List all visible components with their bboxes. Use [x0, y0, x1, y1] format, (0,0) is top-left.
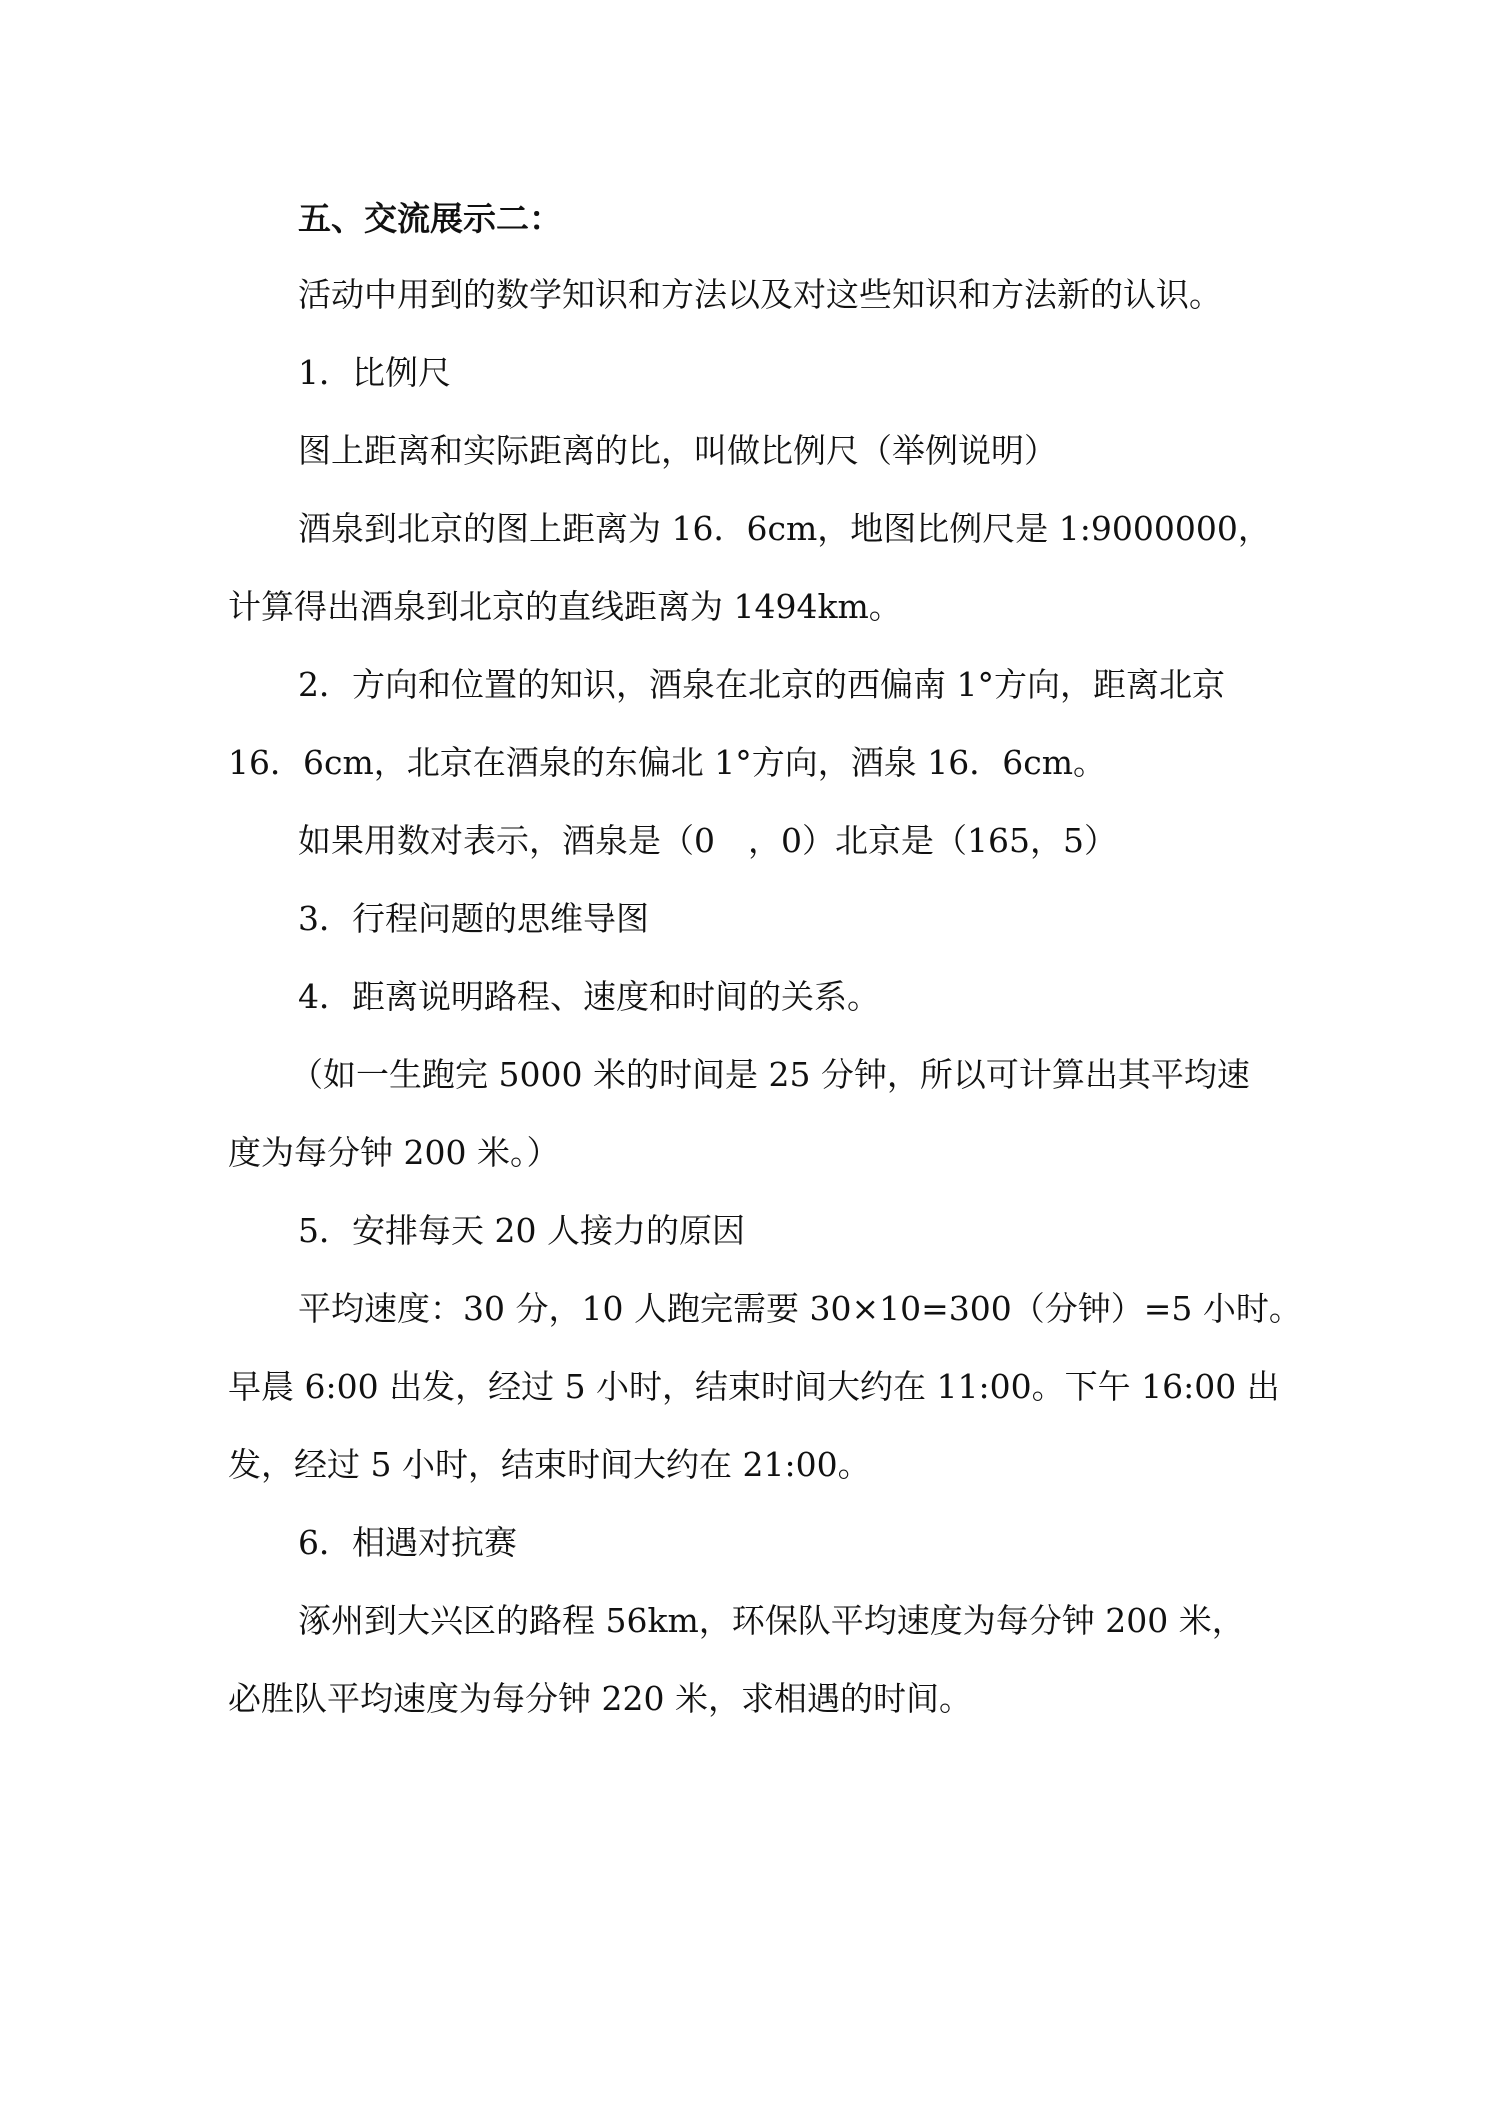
item-1-title: 1．比例尺 [298, 353, 451, 392]
scale-example-line-1: 酒泉到北京的图上距离为 16．6cm，地图比例尺是 1:9000000， [298, 509, 1271, 548]
section-heading: 五、交流展示二： [298, 199, 562, 238]
item-6-title: 6．相遇对抗赛 [298, 1523, 517, 1562]
meeting-problem-line-2: 必胜队平均速度为每分钟 220 米，求相遇的时间。 [228, 1679, 972, 1718]
meeting-problem-line-1: 涿州到大兴区的路程 56km，环保队平均速度为每分钟 200 米， [298, 1601, 1245, 1640]
coordinate-pair-line: 如果用数对表示，酒泉是（0 ，0）北京是（165，5） [298, 821, 1117, 860]
relay-line-1: 平均速度：30 分，10 人跑完需要 30×10=300（分钟）=5 小时。 [298, 1289, 1302, 1328]
intro-line: 活动中用到的数学知识和方法以及对这些知识和方法新的认识。 [298, 275, 1222, 314]
scale-definition: 图上距离和实际距离的比，叫做比例尺（举例说明） [298, 431, 1057, 470]
relay-line-2: 早晨 6:00 出发，经过 5 小时，结束时间大约在 11:00。下午 16:00 出 [228, 1367, 1280, 1406]
speed-example-line-2: 度为每分钟 200 米。） [228, 1133, 560, 1172]
item-5-title: 5．安排每天 20 人接力的原因 [298, 1211, 745, 1250]
scale-example-line-2: 计算得出酒泉到北京的直线距离为 1494km。 [228, 587, 902, 626]
item-4-title: 4．距离说明路程、速度和时间的关系。 [298, 977, 880, 1016]
item-2-line-1: 2．方向和位置的知识，酒泉在北京的西偏南 1°方向，距离北京 [298, 665, 1225, 704]
relay-line-3: 发，经过 5 小时，结束时间大约在 21:00。 [228, 1445, 871, 1484]
item-2-line-2: 16．6cm，北京在酒泉的东偏北 1°方向，酒泉 16．6cm。 [228, 743, 1106, 782]
speed-example-line-1: （如一生跑完 5000 米的时间是 25 分钟，所以可计算出其平均速 [290, 1055, 1250, 1094]
item-3-title: 3．行程问题的思维导图 [298, 899, 649, 938]
